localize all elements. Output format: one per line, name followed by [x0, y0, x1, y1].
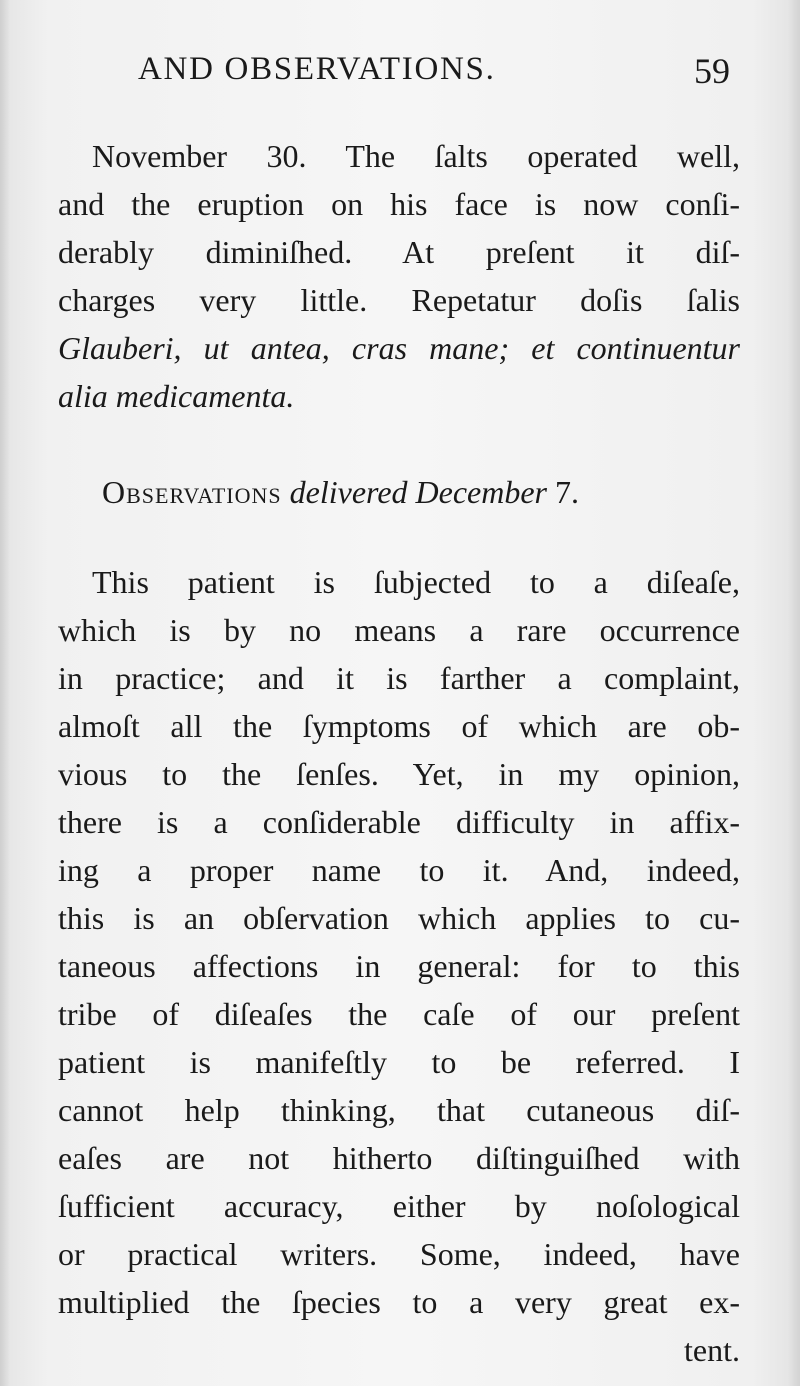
text-line: there is a conſiderable difficulty in affix- — [58, 804, 740, 840]
running-head: AND OBSERVATIONS. — [138, 51, 496, 87]
body-text — [58, 132, 740, 1374]
text-line-final: tent. — [684, 1332, 740, 1368]
text-line: November 30. The ſalts operated well, — [92, 138, 740, 174]
text-line-latin-prescription: alia medicamenta. — [58, 378, 295, 414]
text-line: derably diminiſhed. At preſent it diſ- — [58, 234, 740, 270]
text-line: multiplied the ſpecies to a very great ex- — [58, 1284, 740, 1320]
text-line: this is an obſervation which applies to cu- — [58, 900, 740, 936]
text-line: tribe of diſeaſes the caſe of our preſent — [58, 996, 740, 1032]
text-line-latin-prescription: Glauberi, ut antea, cras mane; et continuentur — [58, 330, 740, 366]
text-line: vious to the ſenſes. Yet, in my opinion, — [58, 756, 740, 792]
text-line: cannot help thinking, that cutaneous diſ- — [58, 1092, 740, 1128]
paragraph-observations — [58, 558, 740, 1374]
observations-heading-caps: Observations — [102, 474, 282, 510]
text-line: which is by no means a rare occurrence — [58, 612, 740, 648]
page-left-edge-shadow — [0, 0, 10, 1386]
page-header — [138, 44, 738, 94]
text-line: charges very little. Repetatur doſis ſalis — [58, 282, 740, 318]
text-line: ing a proper name to it. And, indeed, — [58, 852, 740, 888]
observations-heading — [58, 468, 740, 516]
text-line: almoſt all the ſymptoms of which are ob- — [58, 708, 740, 744]
text-line: or practical writers. Some, indeed, have — [58, 1236, 740, 1272]
observations-heading-italic: delivered December — [289, 474, 547, 510]
text-line: ſufficient accuracy, either by noſological — [58, 1188, 740, 1224]
text-line: and the eruption on his face is now conſi- — [58, 186, 740, 222]
page-right-edge-shadow — [788, 0, 800, 1386]
paragraph-november-30 — [58, 132, 740, 420]
text-line: in practice; and it is farther a complaint, — [58, 660, 740, 696]
text-line: patient is manifeſtly to be referred. I — [58, 1044, 740, 1080]
text-line: This patient is ſubjected to a diſeaſe, — [92, 564, 740, 600]
page-number: 59 — [694, 51, 730, 91]
text-line: taneous affections in general: for to this — [58, 948, 740, 984]
observations-heading-date-number: 7. — [555, 474, 579, 510]
text-line: eaſes are not hitherto diſtinguiſhed with — [58, 1140, 740, 1176]
